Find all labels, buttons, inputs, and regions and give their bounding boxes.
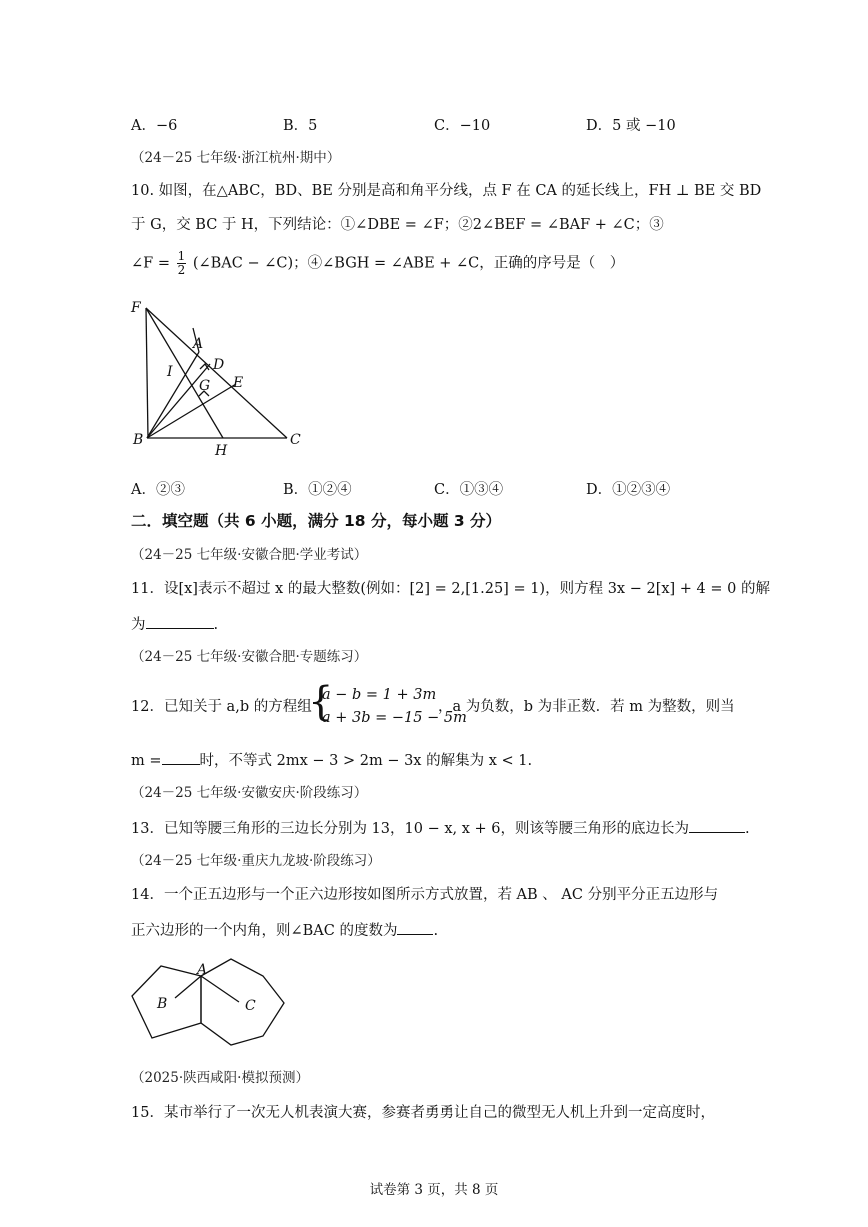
q10-line3 [131, 250, 624, 277]
q10-option-c: C．①③④ [434, 482, 504, 498]
q12-line2-post: 时，不等式 2mx − 3 > 2m − 3x 的解集为 x < 1. [199, 753, 533, 769]
q10-label-c: C [290, 432, 301, 448]
q12-line2-pre: m = [131, 753, 162, 769]
q14-source: （24－25 七年级·重庆九龙坡·阶段练习） [131, 853, 381, 869]
q10-label-e: E [233, 375, 244, 391]
q10-label-f: F [131, 300, 141, 316]
q9-option-d: D．5 或 −10 [586, 118, 676, 134]
q10-option-b: B．①②④ [283, 482, 352, 498]
q12-line2 [131, 749, 532, 771]
q10-line2: 于 G，交 BC 于 H，下列结论：①∠DBE = ∠F；②2∠BEF = ∠BAF + ∠C；③ [131, 217, 664, 233]
q12-brace: { [308, 679, 334, 725]
q14-line2-pre: 正六边形的一个内角，则∠BAC 的度数为 [131, 923, 398, 939]
q14-label-b: B [157, 996, 168, 1012]
q11-source: （24－25 七年级·安徽合肥·学业考试） [131, 547, 368, 563]
q10-fraction-den: 2 [177, 263, 186, 277]
q10-label-i: I [167, 364, 173, 380]
q10-label-a: A [193, 336, 204, 352]
q12-source: （24－25 七年级·安徽合肥·专题练习） [131, 649, 368, 665]
q13-line1-post: . [745, 821, 750, 837]
q15-line1: 15．某市举行了一次无人机表演大赛，参赛者勇勇让自己的微型无人机上升到一定高度时， [131, 1105, 715, 1121]
q14-line1: 14．一个正五边形与一个正六边形按如图所示方式放置，若 AB 、 AC 分别平分正五边形与 [131, 887, 719, 903]
q10-line3-post: (∠BAC − ∠C)；④∠BGH = ∠ABE + ∠C，正确的序号是（ ） [192, 255, 625, 272]
q14-line2-post: . [433, 923, 439, 939]
q10-option-a: A．②③ [131, 482, 185, 498]
q10-label-b: B [133, 432, 144, 448]
q10-triangle-figure [125, 292, 315, 462]
q14-polygon-figure [125, 958, 295, 1058]
q9-option-a: A．−6 [131, 118, 178, 134]
q11-answer-blank[interactable] [146, 613, 214, 629]
q13-line1-pre: 13．已知等腰三角形的三边长分别为 13，10 − x, x + 6，则该等腰三角形的底边长为 [131, 821, 689, 837]
q9-option-c: C．−10 [434, 118, 491, 134]
q10-line1: 10. 如图，在△ABC，BD、BE 分别是高和角平分线，点 F 在 CA 的延长线上，FH ⊥ BE 交 BD [131, 183, 762, 199]
q14-label-a: A [197, 962, 208, 978]
page-footer: 试卷第 3 页，共 8 页 [369, 1182, 499, 1198]
q11-line2-post: . [213, 617, 219, 633]
q12-eq1: a − b = 1 + 3m [322, 687, 437, 703]
q10-label-d: D [213, 357, 225, 373]
section-heading: 二．填空题（共 6 小题，满分 18 分，每小题 3 分） [131, 512, 502, 530]
q12-pre: 12．已知关于 a,b 的方程组 [131, 699, 312, 715]
q13-line1 [131, 817, 750, 839]
q13-answer-blank[interactable] [689, 817, 745, 833]
q10-line3-pre: ∠F = [131, 255, 170, 272]
q11-line1: 11．设[x]表示不超过 x 的最大整数(例如：[2] = 2,[1.25] = 1)，则方程 3x − 2[x] + 4 = 0 的解 [131, 581, 770, 597]
q12-eq2: a + 3b = −15 − 5m [322, 710, 467, 726]
q10-label-g: G [199, 378, 211, 394]
q15-source: （2025·陕西咸阳·模拟预测） [131, 1070, 309, 1086]
q11-line2 [131, 613, 218, 635]
q12-answer-blank[interactable] [162, 749, 200, 765]
q9-option-b: B．5 [283, 118, 318, 134]
q12-post: ，a 为负数，b 为非正数．若 m 为整数，则当 [438, 699, 735, 715]
q14-label-c: C [245, 998, 256, 1014]
q13-source: （24－25 七年级·安徽安庆·阶段练习） [131, 785, 368, 801]
q10-fraction-num: 1 [177, 249, 186, 263]
q14-line2 [131, 919, 438, 941]
q10-option-d: D．①②③④ [586, 482, 671, 498]
q11-line2-pre: 为 [131, 617, 146, 633]
q10-label-h: H [215, 443, 228, 459]
q10-fraction [177, 250, 187, 277]
q14-answer-blank[interactable] [397, 919, 433, 935]
q10-source: （24－25 七年级·浙江杭州·期中） [131, 150, 341, 166]
